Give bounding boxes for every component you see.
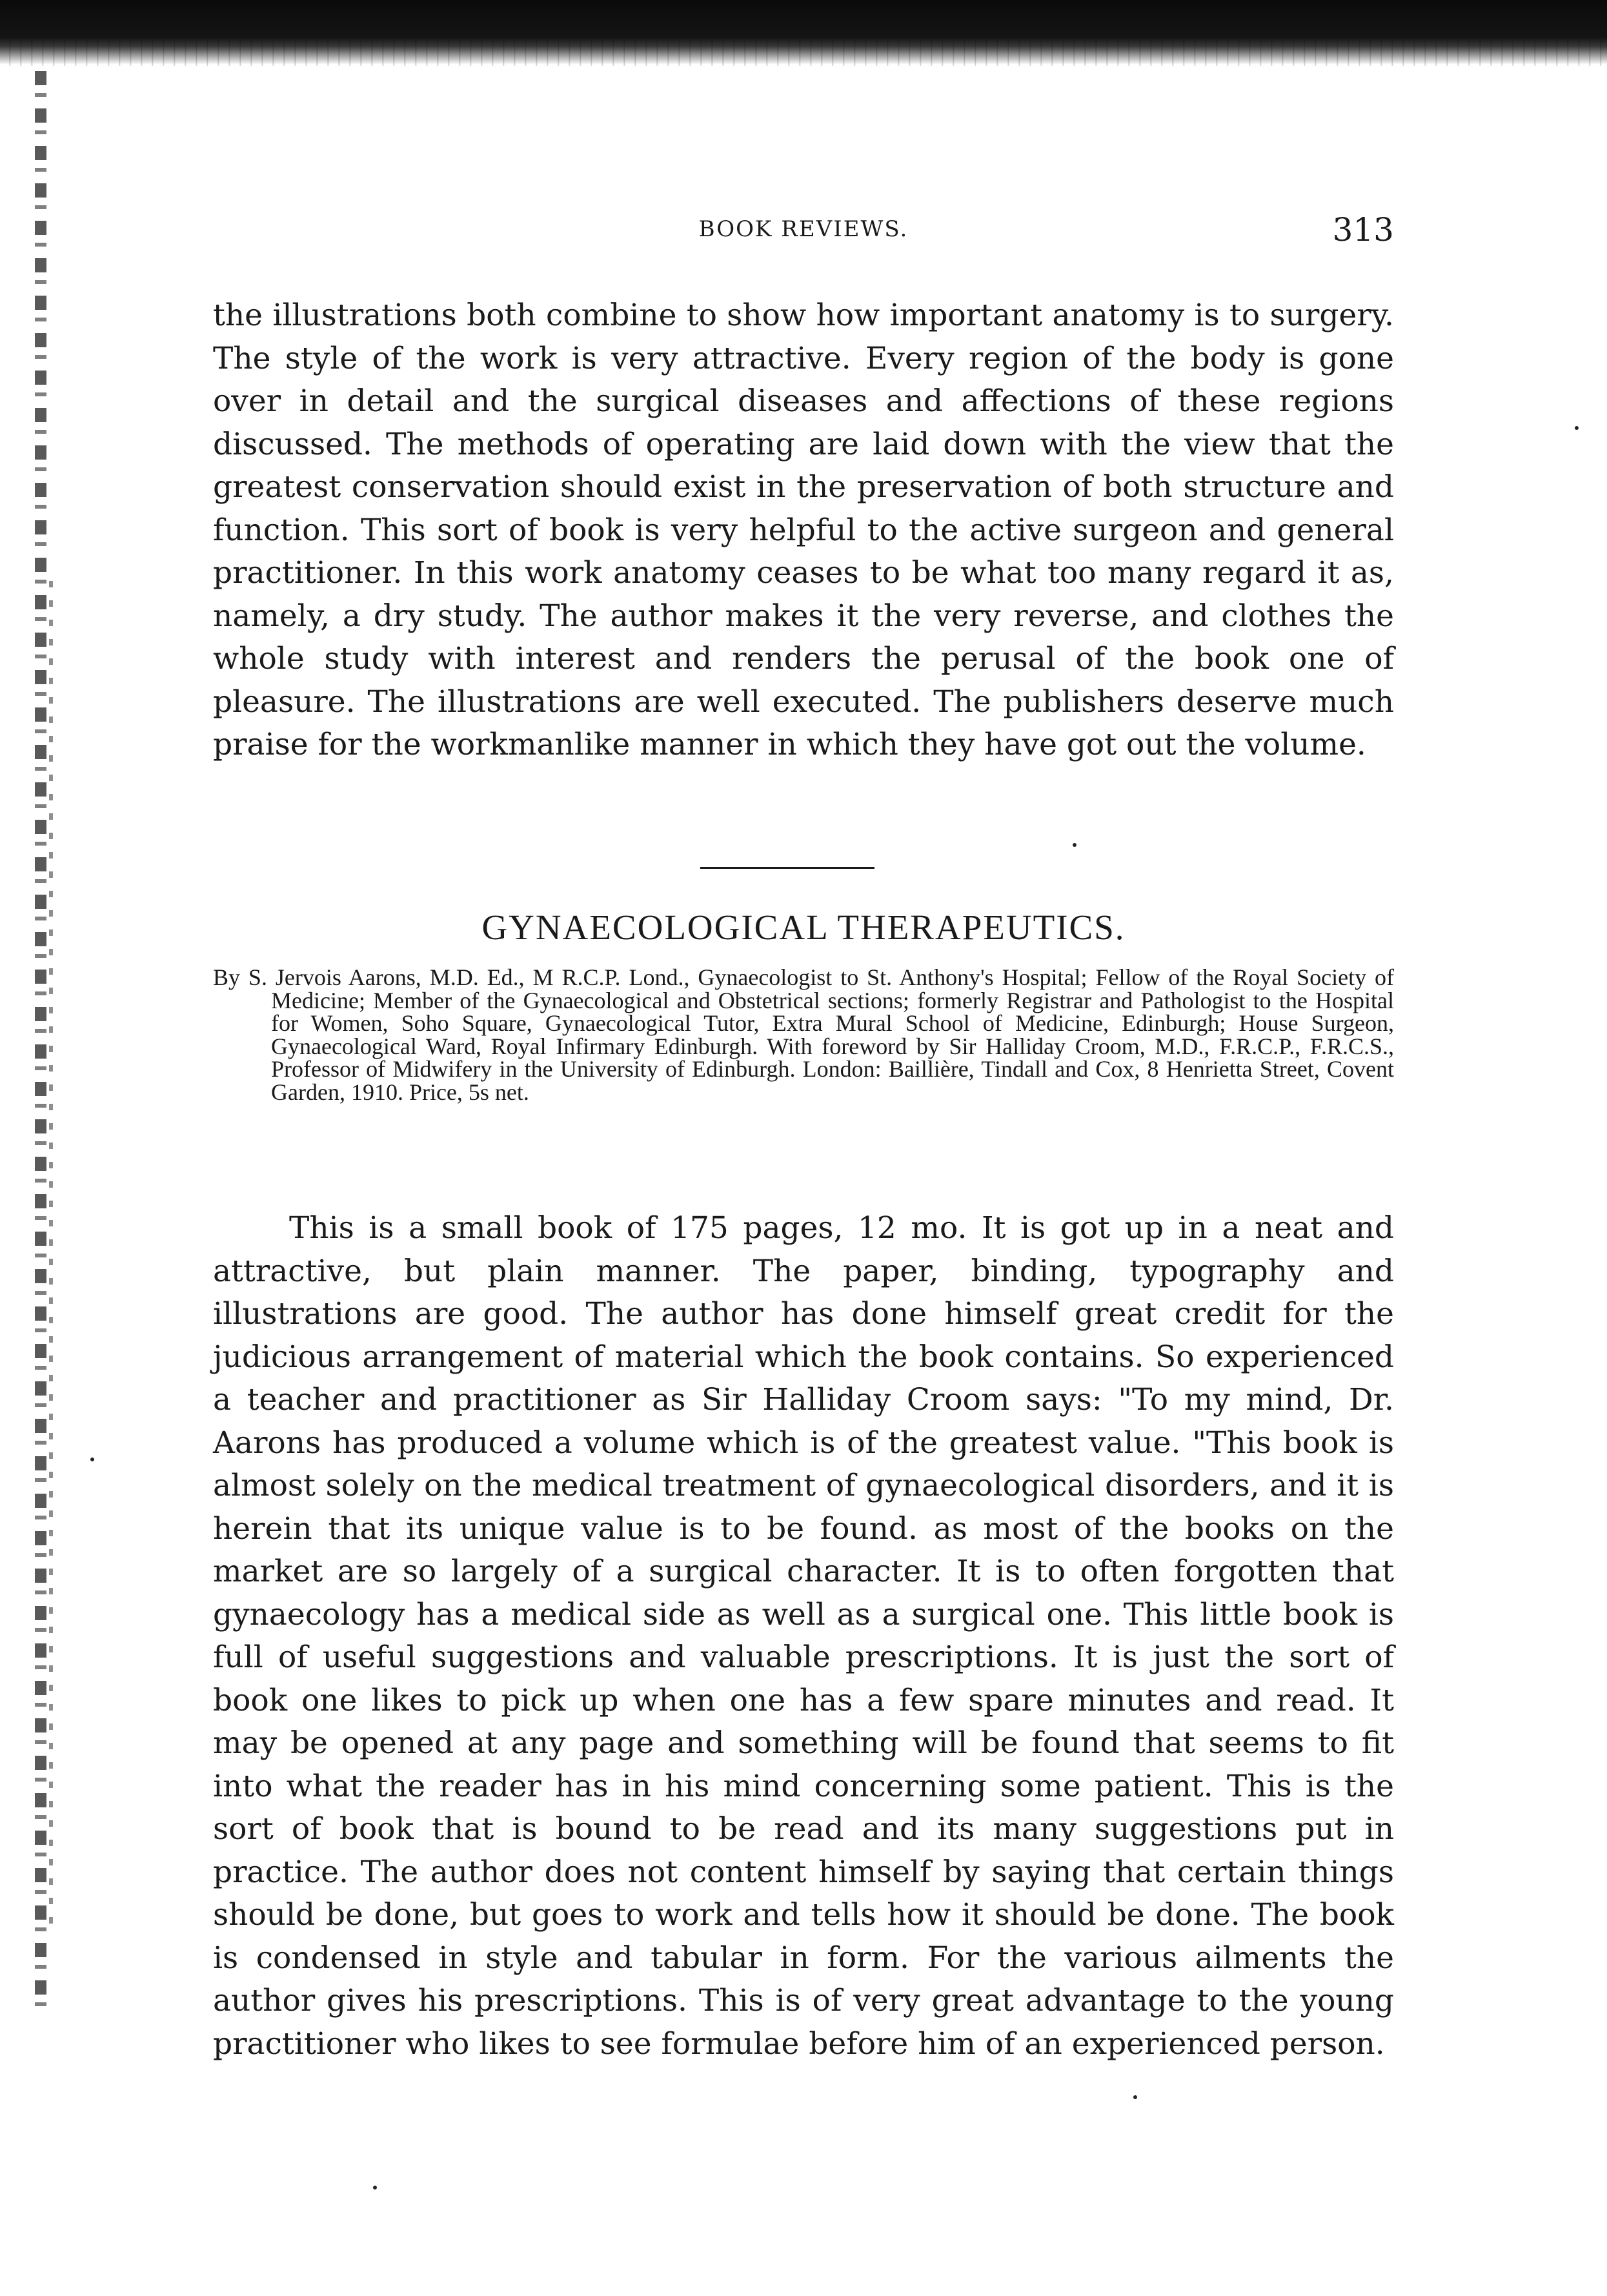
scan-left-binding-edge	[35, 71, 46, 2007]
scan-left-binding-edge-inner	[49, 581, 53, 1936]
review-body: This is a small book of 175 pages, 12 mo. It is got up in a neat and attractive, but plain manner. The paper, binding, typography and illustrations are good. The author has done himself great credit for the judicious arrangement of material which the book contains. So experienced a teacher and practitioner as Sir Halliday Croom says: "To my mind, Dr. Aarons has produced a volume which is of the greatest value. "This book is almost solely on the medical treatment of gynaecological disorders, and it is herein that its unique value is to be found. as most of the books on the market are so largely of a surgical character. It is to often forgotten that gynaecology has a medical side as well as a surgical one. This little book is full of useful suggestions and valuable prescriptions. It is just the sort of book one likes to pick up when one has a few spare minutes and read. It may be opened at any page and something will be found that seems to fit into what the reader has in his mind concerning some patient. This is the sort of book that is bound to be read and its many suggestions put in practice. The author does not content himself by saying that certain things should be done, but goes to work and tells how it should be done. The book is condensed in style and tabular in form. For the various ailments the author gives his prescriptions. This is of very great advantage to the young practitioner who likes to see formulae before him of an experienced person.	[213, 1210, 1394, 2062]
page-number: 313	[1332, 211, 1394, 249]
running-title: BOOK REVIEWS.	[698, 216, 909, 242]
previous-review-continuation: the illustrations both combine to show how important anatomy is to surgery. The style of the work is very attractive. Every region of the body is gone over in detail and the surgical diseases and affections of these regions discussed. The methods of operating are laid down with the view that the greatest conservation should exist in the preservation of both structure and function. This sort of book is very helpful to the active surgeon and general practitioner. In this work anatomy ceases to be what too many regard it as, namely, a dry study. The author makes it the very reverse, and clothes the whole study with interest and renders the perusal of the book one of pleasure. The illustrations are well executed. The publishers deserve much praise for the workmanlike manner in which they have got out the volume.	[213, 298, 1394, 762]
scan-speck	[1575, 426, 1579, 430]
section-divider	[700, 867, 874, 869]
review-bibliographic-byline: By S. Jervois Aarons, M.D. Ed., M R.C.P. Lond., Gynaecologist to St. Anthony's Hospital; Fellow of the Royal Society of Medicine; Member of the Gynaecological and Obstetrical sections; formerly Registrar and Pathologist to the Hospital for Women, Soho Square, Gynaecological Tutor, Extra Mural School of Medicine, Edinburgh; House Surgeon, Gynaecological Ward, Royal Infirmary Edinburgh. With foreword by Sir Halliday Croom, M.D., F.R.C.P., F.R.C.S., Professor of Midwifery in the University of Edinburgh. London: Baillière, Tindall and Cox, 8 Henrietta Street, Covent Garden, 1910. Price, 5s net.	[213, 964, 1394, 1105]
scan-speck	[373, 2186, 377, 2189]
scan-top-noise	[0, 40, 1607, 66]
scan-speck	[90, 1458, 94, 1461]
scan-speck	[1133, 2095, 1137, 2099]
review-title: GYNAECOLOGICAL THERAPEUTICS.	[481, 908, 1126, 947]
scan-speck	[1073, 843, 1076, 847]
running-head	[213, 211, 1394, 255]
